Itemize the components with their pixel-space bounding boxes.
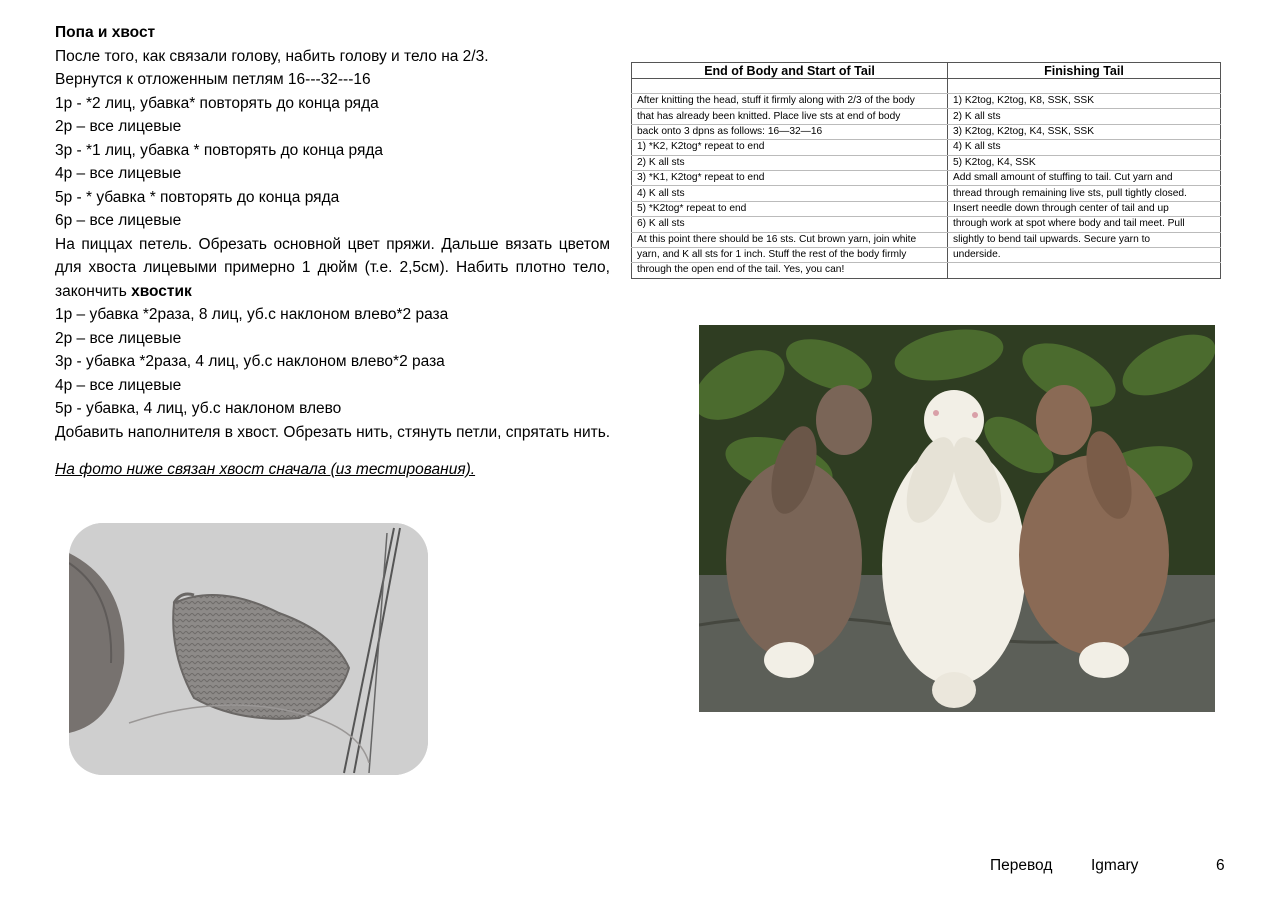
instructions-column	[55, 21, 610, 482]
table-cell-tail: slightly to bend tail upwards. Secure yarn to	[948, 232, 1221, 247]
table-cell-tail: 2) K all sts	[948, 109, 1221, 124]
table-row	[632, 79, 1221, 94]
table-cell-body: 5) *K2tog* repeat to end	[632, 201, 948, 216]
instruction-line: 6р – все лицевые	[55, 212, 182, 229]
table-cell-body	[632, 79, 948, 94]
table-cell-tail: thread through remaining live sts, pull tightly closed.	[948, 186, 1221, 201]
page-number: 6	[1216, 857, 1225, 874]
table-row	[632, 232, 1221, 247]
table-cell-body: 4) K all sts	[632, 186, 948, 201]
bunnies-illustration	[699, 325, 1215, 712]
knitted-tail-photo	[69, 523, 428, 775]
table-body	[632, 79, 1221, 279]
table-cell-tail: underside.	[948, 247, 1221, 262]
table-row	[632, 201, 1221, 216]
instruction-line: 5р - * убавка * повторять до конца ряда	[55, 188, 340, 206]
table-row	[632, 247, 1221, 262]
table-cell-body: 1) *K2, K2tog* repeat to end	[632, 140, 948, 155]
table-cell-tail	[948, 263, 1221, 278]
footer-label: Перевод	[990, 857, 1053, 874]
table-cell-tail: 1) K2tog, K2tog, K8, SSK, SSK	[948, 94, 1221, 109]
section-title: Попа и хвост	[55, 24, 156, 41]
table-row	[632, 186, 1221, 201]
table-row	[632, 170, 1221, 185]
instruction-line: 2р – все лицевые	[55, 118, 182, 135]
footer-author: Igmary	[1091, 857, 1139, 874]
photo-note: На фото ниже связан хвост сначала (из тестирования).	[55, 461, 476, 478]
table-cell-body: that has already been knitted. Place live sts at end of body	[632, 109, 948, 124]
tail-paragraph	[55, 233, 610, 304]
instruction-line: После того, как связали голову, набить голову и тело на 2/3.	[55, 47, 489, 65]
table-cell-tail: 5) K2tog, K4, SSK	[948, 155, 1221, 170]
table-header-row	[632, 63, 1221, 79]
table-cell-tail: through work at spot where body and tail meet. Pull	[948, 217, 1221, 232]
tail-line: 3р - убавка *2раза, 4 лиц, уб.с наклоном влево*2 раза	[55, 353, 445, 370]
instruction-line: 3р - *1 лиц, убавка * повторять до конца ряда	[55, 141, 384, 159]
table-row	[632, 263, 1221, 278]
table-header-body: End of Body and Start of Tail	[632, 63, 948, 79]
knitted-bunnies-photo	[699, 325, 1215, 712]
tail-line: 1р – убавка *2раза, 8 лиц, уб.с наклоном влево*2 раза	[55, 306, 449, 323]
instruction-line: 1р - *2 лиц, убавка* повторять до конца ряда	[55, 94, 379, 112]
table-row	[632, 94, 1221, 109]
table-row	[632, 155, 1221, 170]
pattern-table	[631, 62, 1221, 279]
table-cell-body: 6) K all sts	[632, 217, 948, 232]
tail-line: Добавить наполнителя в хвост. Обрезать нить, стянуть петли, спрятать нить.	[55, 423, 611, 441]
table-cell-body: yarn, and K all sts for 1 inch. Stuff the rest of the body firmly	[632, 247, 948, 262]
instruction-line: Вернутся к отложенным петлям 16---32---16	[55, 71, 371, 88]
knitted-tail-illustration	[69, 523, 428, 775]
table-header-tail: Finishing Tail	[948, 63, 1221, 79]
tail-line: 2р – все лицевые	[55, 329, 182, 347]
table-cell-tail: Add small amount of stuffing to tail. Cut yarn and	[948, 170, 1221, 185]
tail-paragraph-text: На пиццах петель. Обрезать основной цвет пряжи. Дальше вязать цветом для хвоста лицевыми примерно 1 дюйм (т.е. 2,5см). Набить плотно тело, закончить	[55, 235, 610, 300]
tail-line: 4р – все лицевые	[55, 376, 182, 394]
table-cell-tail	[948, 79, 1221, 94]
tail-line: 5р - убавка, 4 лиц, уб.с наклоном влево	[55, 400, 342, 417]
table-cell-tail: Insert needle down through center of tail and up	[948, 201, 1221, 216]
table-row	[632, 124, 1221, 139]
table-row	[632, 140, 1221, 155]
tail-paragraph-bold: хвостик	[131, 282, 192, 300]
table-cell-body: At this point there should be 16 sts. Cut brown yarn, join white	[632, 232, 948, 247]
table-cell-tail: 4) K all sts	[948, 140, 1221, 155]
table-cell-tail: 3) K2tog, K2tog, K4, SSK, SSK	[948, 124, 1221, 139]
table-cell-body: 3) *K1, K2tog* repeat to end	[632, 170, 948, 185]
table-cell-body: 2) K all sts	[632, 155, 948, 170]
instruction-line: 4р – все лицевые	[55, 165, 182, 182]
table-cell-body: back onto 3 dpns as follows: 16—32—16	[632, 124, 948, 139]
table-row	[632, 217, 1221, 232]
table-cell-body: After knitting the head, stuff it firmly along with 2/3 of the body	[632, 94, 948, 109]
table-row	[632, 109, 1221, 124]
table-cell-body: through the open end of the tail. Yes, you can!	[632, 263, 948, 278]
